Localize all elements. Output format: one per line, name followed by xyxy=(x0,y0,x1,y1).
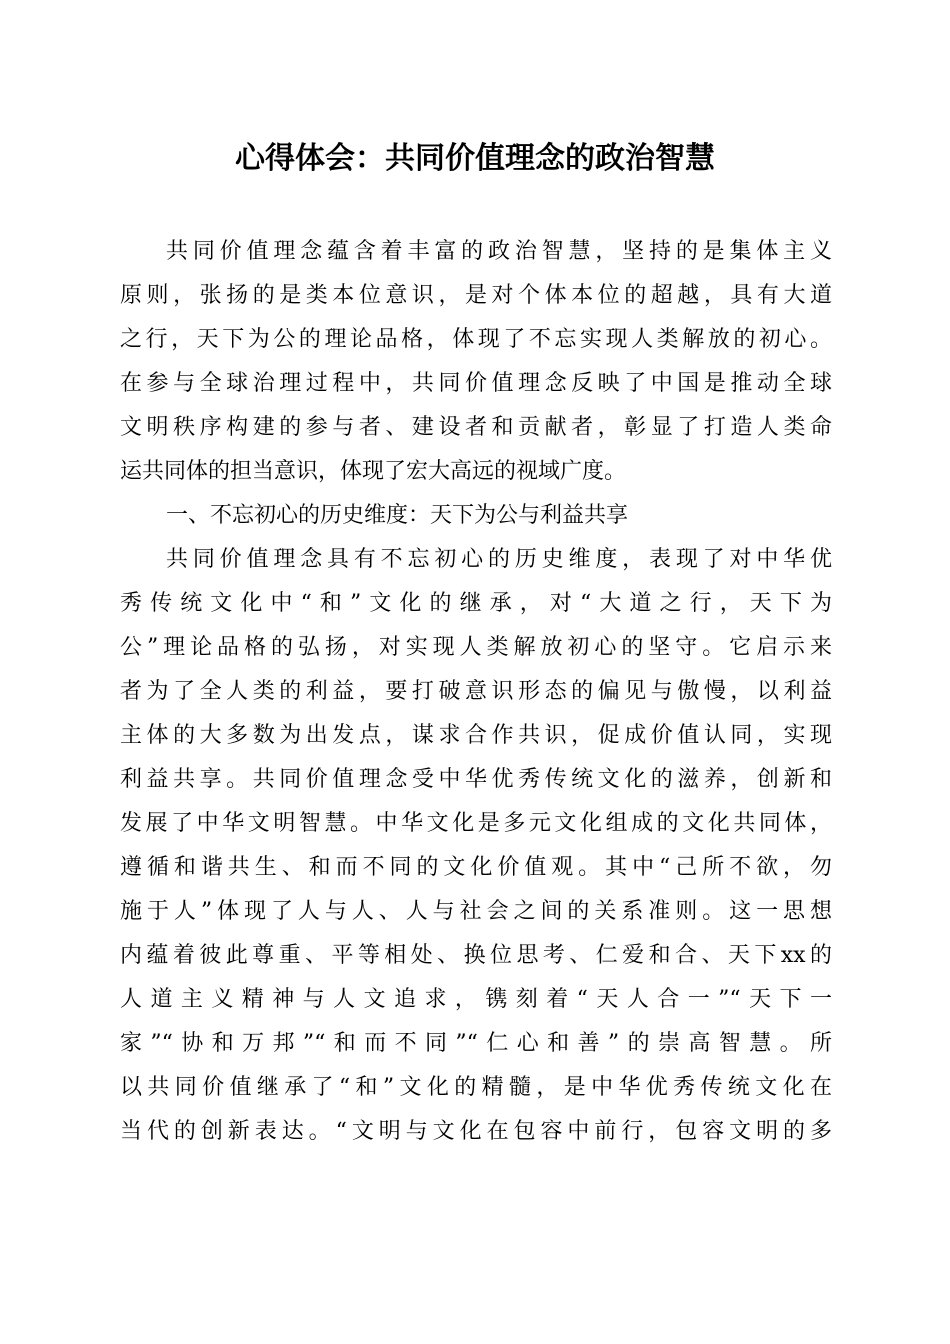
paragraph-line: 遵循和谐共生、和而不同的文化价值观。其中“己所不欲，勿 xyxy=(120,855,832,880)
paragraph-line: 发展了中华文明智慧。中华文化是多元文化组成的文化共同体， xyxy=(120,811,832,836)
paragraph-line: 之行，天下为公的理论品格，体现了不忘实现人类解放的初心。 xyxy=(120,327,832,352)
paragraph-line: 当代的创新表达。“文明与文化在包容中前行，包容文明的多 xyxy=(120,1119,832,1144)
paragraph-line: 内蕴着彼此尊重、平等相处、换位思考、仁爱和合、天下xx的 xyxy=(120,943,832,968)
section-heading: 一、不忘初心的历史维度：天下为公与利益共享 xyxy=(166,503,629,528)
paragraph-line: 文明秩序构建的参与者、建设者和贡献者，彰显了打造人类命 xyxy=(120,415,832,440)
paragraph-line: 施于人”体现了人与人、人与社会之间的关系准则。这一思想 xyxy=(120,899,832,924)
paragraph-line: 主体的大多数为出发点，谋求合作共识，促成价值认同，实现 xyxy=(120,723,832,748)
paragraph-line: 在参与全球治理过程中，共同价值理念反映了中国是推动全球 xyxy=(120,371,832,396)
paragraph-line: 者为了全人类的利益，要打破意识形态的偏见与傲慢，以利益 xyxy=(120,679,832,704)
paragraph-line: 人道主义精神与人文追求，镌刻着“天人合一”“天下一 xyxy=(120,987,832,1012)
paragraph-line: 以共同价值继承了“和”文化的精髓，是中华优秀传统文化在 xyxy=(120,1075,832,1100)
document-title: 心得体会：共同价值理念的政治智慧 xyxy=(235,141,715,176)
paragraph-line: 公”理论品格的弘扬，对实现人类解放初心的坚守。它启示来 xyxy=(120,635,832,660)
paragraph-line: 利益共享。共同价值理念受中华优秀传统文化的滋养，创新和 xyxy=(120,767,832,792)
paragraph-line: 家”“协和万邦”“和而不同”“仁心和善”的崇高智慧。所 xyxy=(120,1031,832,1056)
paragraph-line: 秀传统文化中“和”文化的继承，对“大道之行，天下为 xyxy=(120,591,832,616)
paragraph-line: 共同价值理念具有不忘初心的历史维度，表现了对中华优 xyxy=(166,547,832,572)
paragraph-line: 运共同体的担当意识，体现了宏大高远的视域广度。 xyxy=(120,459,627,484)
paragraph-line: 共同价值理念蕴含着丰富的政治智慧，坚持的是集体主义 xyxy=(166,239,832,264)
paragraph-line: 原则，张扬的是类本位意识，是对个体本位的超越，具有大道 xyxy=(120,283,832,308)
